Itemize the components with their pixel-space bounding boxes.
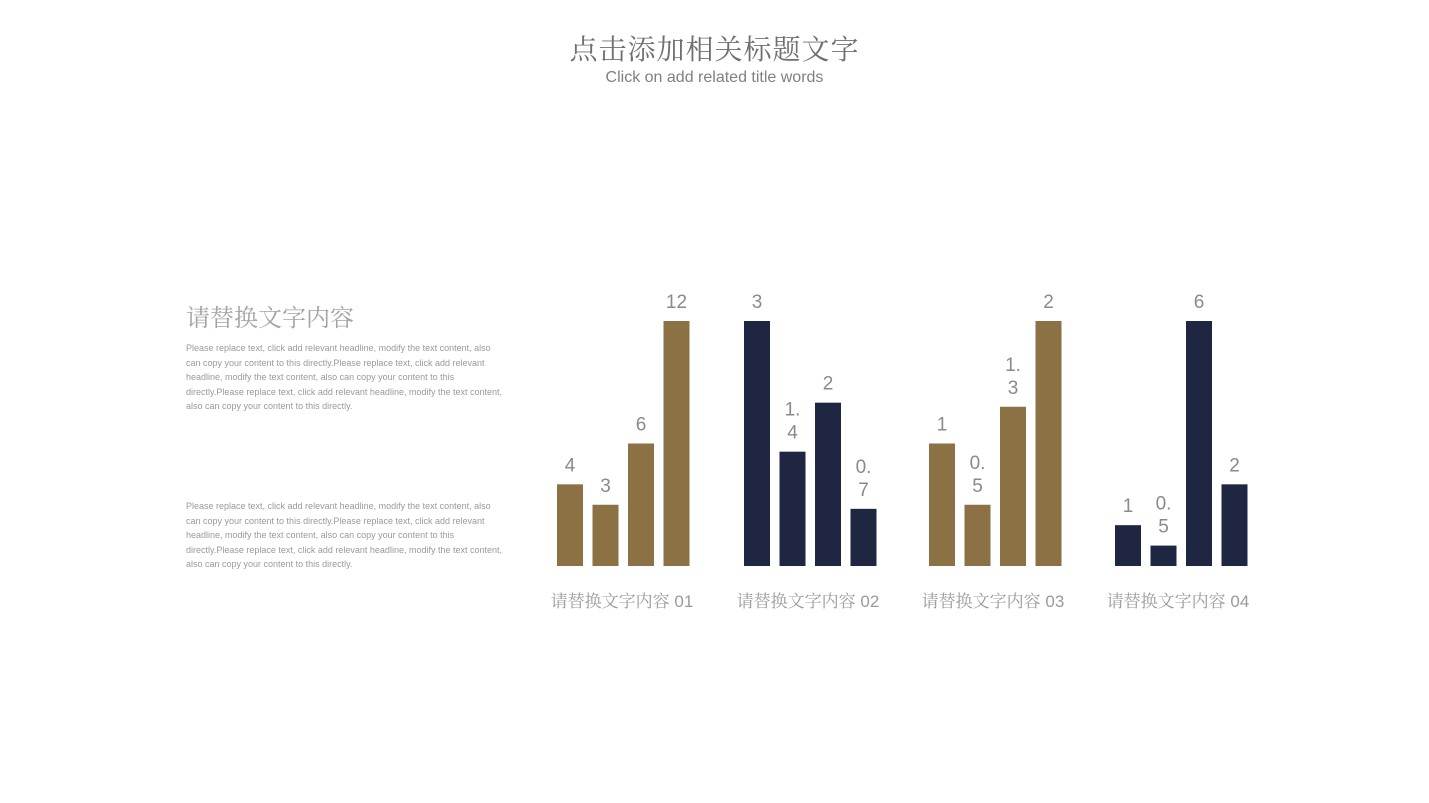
- bar-2-1: [744, 321, 770, 566]
- section-heading: 请替换文字内容: [186, 305, 354, 332]
- bar-value-label: 1: [936, 414, 948, 436]
- category-label-1: 请替换文字内容 01: [550, 592, 694, 611]
- bar-3-1: [929, 444, 955, 567]
- page-title: 点击添加相关标题文字: [569, 34, 860, 65]
- bar-1-4: [664, 321, 690, 566]
- bar-chart: [530, 280, 1290, 620]
- description-paragraph-2: Please replace text, click add relevant headline, modify the text content, also can copy your content to this directly.Please replace text, click add relevant headline, modify the text content, also can copy your content to this directly.Please replace text, click add relevant headline, modify the text content, also can copy your content to this directly.: [186, 501, 503, 569]
- bar-4-1: [1115, 525, 1141, 566]
- bar-1-2: [593, 505, 619, 566]
- bar-2-2: [780, 452, 806, 566]
- bar-1-1: [557, 484, 583, 566]
- bar-4-4: [1222, 484, 1248, 566]
- bar-value-label: 0. 5: [1155, 493, 1172, 538]
- bar-value-label: 2: [1043, 292, 1054, 313]
- bar-value-label: 3: [600, 475, 611, 497]
- category-label-4: 请替换文字内容 04: [1106, 592, 1250, 611]
- bar-value-label: 6: [1193, 292, 1205, 313]
- page-subtitle: Click on add related title words: [605, 69, 824, 86]
- bar-value-label: 3: [751, 292, 763, 313]
- description-paragraph-1: Please replace text, click add relevant headline, modify the text content, also can copy your content to this directly.Please replace text, click add relevant headline, modify the text content, also can copy your content to this directly.Please replace text, click add relevant headline, modify the text content, also can copy your content to this directly.: [186, 343, 503, 411]
- bar-value-label: 1: [1122, 496, 1134, 518]
- bar-3-4: [1036, 321, 1062, 566]
- bar-4-2: [1151, 546, 1177, 566]
- bar-3-2: [965, 505, 991, 566]
- bar-value-label: 2: [822, 373, 834, 395]
- bar-3-3: [1000, 407, 1026, 566]
- bar-value-label: 6: [635, 414, 647, 436]
- bar-2-4: [851, 509, 877, 566]
- bar-value-label: 0. 7: [855, 456, 872, 501]
- bar-4-3: [1186, 321, 1212, 566]
- bar-value-label: 1. 4: [784, 399, 801, 444]
- bar-value-label: 12: [665, 292, 688, 313]
- bar-value-label: 2: [1229, 455, 1240, 477]
- category-label-3: 请替换文字内容 03: [921, 592, 1065, 611]
- bar-value-label: 0. 5: [969, 452, 986, 497]
- bar-value-label: 1. 3: [1005, 354, 1021, 399]
- bar-1-3: [628, 444, 654, 567]
- category-label-2: 请替换文字内容 02: [736, 592, 880, 611]
- bar-2-3: [815, 403, 841, 566]
- bar-value-label: 4: [564, 455, 576, 477]
